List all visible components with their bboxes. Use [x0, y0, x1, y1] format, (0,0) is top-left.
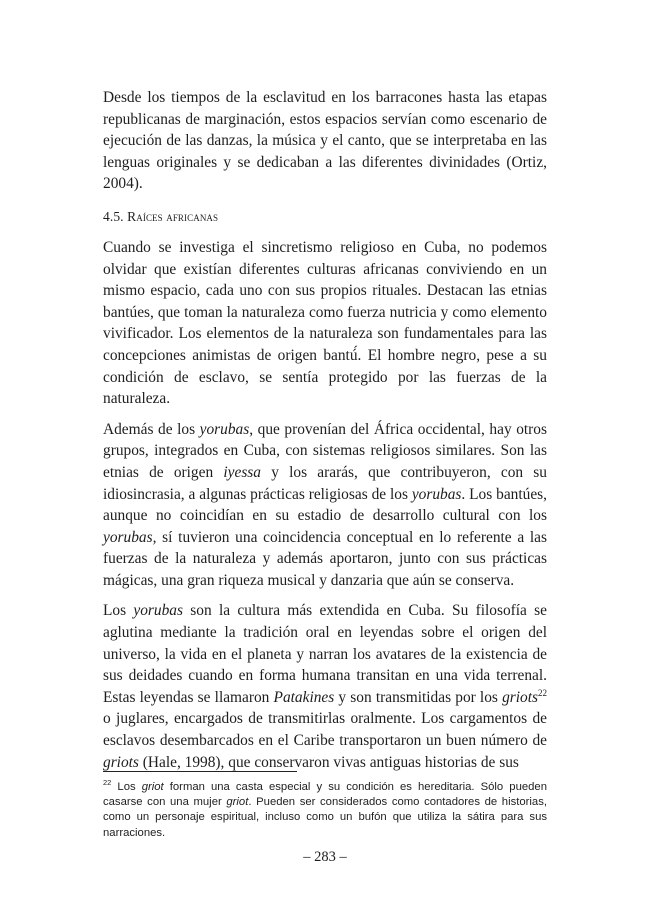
- section-title: Raíces africanas: [127, 208, 219, 224]
- text-run: son la cultura más extendida en Cuba. Su filosofía se aglutina mediante la tradición oral en leyendas sobre el origen del universo, la vida en el planeta y narran los avatares de la existencia de sus deidades cuando en forma humana transitan en una vida terrenal. Estas leyendas se llamaron: [103, 602, 547, 706]
- paragraph-1: Cuando se investiga el sincretismo religioso en Cuba, no podemos olvidar que existían diferentes culturas africanas conviviendo en un mismo espacio, cada uno con sus propios rituales. Destacan las etnias bantúes, que toman la naturaleza como fuerza nutricia y como elemento vivificador. Los elementos de la naturaleza son fundamentales para las concepciones animistas de origen bantú́. El hombre negro, pese a su condición de esclavo, se sentía protegido por las fuerzas de la naturaleza.: [103, 238, 547, 408]
- italic-term: griots: [502, 688, 538, 706]
- italic-term: iyessa: [223, 463, 261, 481]
- footnote: [103, 780, 547, 841]
- text-run: Además de los: [103, 420, 200, 438]
- footnote-number: 22: [103, 778, 112, 788]
- text-run: . Los bantúes, aunque no coincidían en su estadio de desarrollo cultural con los: [103, 485, 547, 525]
- italic-term: griots: [103, 753, 139, 771]
- footnote-reference[interactable]: 22: [538, 687, 547, 698]
- paragraph-2: [103, 419, 547, 592]
- italic-term: Patakines: [273, 688, 335, 706]
- paragraph-intro: Desde los tiempos de la esclavitud en los barracones hasta las etapas republicanas de marginación, estos espacios servían como escenario de ejecución de las danzas, la música y el canto, que se interpretaba en las lenguas originales y se dedicaban a las diferentes divinidades (Ortiz, 2004).: [103, 89, 547, 193]
- page-number: – 283 –: [303, 849, 347, 865]
- italic-term: yorubas: [411, 485, 462, 503]
- italic-term: yorubas,: [103, 528, 157, 546]
- text-run: y los ararás, que contribuyeron, con su idiosincrasia, a algunas prácticas religiosas de los: [103, 463, 547, 503]
- italic-term: griot: [226, 796, 249, 809]
- body-text: [103, 87, 547, 782]
- italic-term: griot: [141, 781, 164, 793]
- text-run: Los: [103, 602, 134, 620]
- section-number: 4.5.: [103, 208, 124, 224]
- italic-term: yorubas: [133, 602, 183, 620]
- section-heading: [103, 208, 547, 226]
- text-run: (Hale, 1998), que conservaron vivas antiguas historias de sus: [138, 753, 519, 771]
- text-run: y son transmitidas por los: [334, 688, 503, 706]
- text-run: forman una casta especial y su condición es hereditaria. Sólo pueden casarse con una mujer: [103, 781, 547, 809]
- text-run: . Pueden ser considerados como contadores de historias, como un personaje espiritual, incluso como un bufón que utiliza la sátira para sus narraciones.: [103, 796, 547, 839]
- text-run: sí tuvieron una coincidencia conceptual en lo referente a las fuerzas de la naturaleza y además aportaron, junto con sus prácticas mágicas, una gran riqueza musical y danzaria que aún se conserva.: [103, 528, 547, 589]
- text-run: , que provenían del África occidental, hay otros grupos, integrados en Cuba, con sistemas religiosos similares. Son las etnias de origen: [103, 420, 547, 481]
- paragraph-3: [103, 600, 547, 773]
- text-run: Los: [111, 781, 142, 793]
- footnote-divider: [103, 771, 297, 772]
- text-run: o juglares, encargados de transmitirlas oralmente. Los cargamentos de esclavos desembarcados en el Caribe transportaron un buen número de: [103, 710, 547, 750]
- italic-term: yorubas: [199, 420, 250, 438]
